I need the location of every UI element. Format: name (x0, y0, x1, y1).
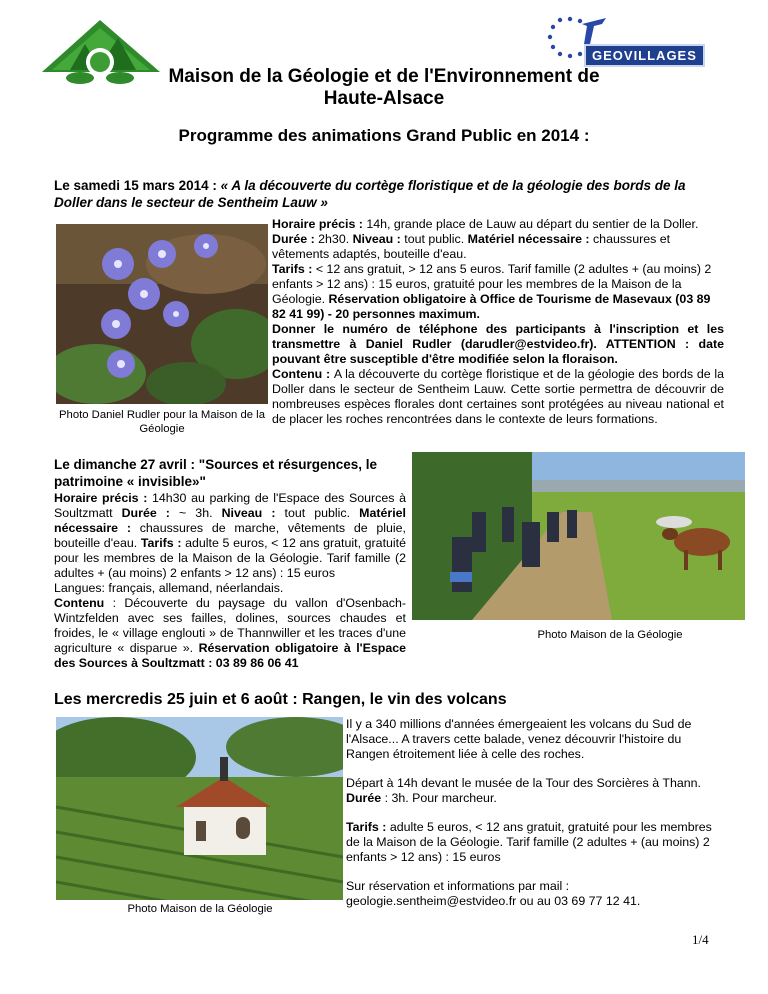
event1-niveau-label: Niveau : (352, 232, 405, 246)
event2-langues: Langues: français, allemand, néerlandais. (54, 581, 284, 595)
event1-materiel-label: Matériel nécessaire : (467, 232, 593, 246)
event2-niveau: tout public. (284, 506, 360, 520)
event3-photo-caption: Photo Maison de la Géologie (127, 903, 273, 915)
event3-duree: : 3h. Pour marcheur. (381, 791, 497, 805)
event3-reservation: Sur réservation et informations par mail : geologie.sentheim@estvideo.fr ou au 03 69 77 12 41. (346, 879, 641, 908)
event1-details (272, 217, 724, 427)
event1-heading (54, 177, 724, 211)
event1-tarifs-label: Tarifs : (272, 262, 316, 276)
event1-reservation: Réservation obligatoire à Office de Tourisme de Masevaux (03 89 82 41 99) - 20 personnes maximum. (272, 292, 711, 321)
event2-details (54, 491, 406, 671)
event2-hike-photo (412, 452, 745, 620)
hikers-cows-image (412, 452, 745, 620)
geovillages-badge: GEOVILLAGES (584, 44, 705, 67)
event3-heading: Les mercredis 25 juin et 6 août : Rangen, le vin des volcans (54, 691, 507, 708)
page-title-line1: Maison de la Géologie et de l'Environnement de (168, 66, 600, 87)
event1-horaire: 14h, grande place de Lauw au départ du sentier de la Doller. (366, 217, 699, 231)
program-subtitle: Programme des animations Grand Public en 2014 : (178, 126, 590, 145)
event3-chapel-photo (56, 717, 343, 900)
event2-reservation: Réservation obligatoire à l'Espace des Sources à Soultzmatt : 03 89 86 06 41 (54, 641, 406, 670)
rangen-chapel-image (56, 717, 343, 900)
event2-tarifs: adulte 5 euros, < 12 ans gratuit, gratuité pour les membres de la Maison de la Géologie. Tarif famille (2 adultes + (au moins) 2 enfants > 12 ans) : 15 euros (54, 536, 406, 580)
event2-photo-caption: Photo Maison de la Géologie (537, 629, 683, 641)
event3-depart: Départ à 14h devant le musée de la Tour des Sorcières à Thann. (346, 776, 701, 790)
event2-horaire: 14h30 au parking de l'Espace des Sources à Soultzmatt (54, 491, 406, 520)
event1-title: « A la découverte du cortège floristique et de la géologie des bords de la Doller dans le secteur de Sentheim Lauw » (54, 178, 686, 210)
event1-flower-photo (56, 224, 268, 404)
event2-duree-label: Durée : (121, 506, 179, 520)
event1-photo-caption: Photo Daniel Rudler pour la Maison de la Géologie (59, 409, 265, 435)
event3-intro: Il y a 340 millions d'années émergeaient les volcans du Sud de l'Alsace... A travers cette balade, venez découvrir l'histoire du Rangen étroitement liée à celle des roches. (346, 717, 692, 761)
event1-materiel: chaussures et vêtements adaptés, bouteille d'eau. (272, 232, 671, 261)
hepatica-flowers-image (56, 224, 268, 404)
page-title (100, 66, 668, 110)
event2-materiel: chaussures de marche, vêtements de pluie, bouteille d'eau. (54, 521, 406, 550)
event3-tarifs: adulte 5 euros, < 12 ans gratuit, gratuité pour les membres de la Maison de la Géologie. Tarif famille (2 adultes + (au moins) 2 enfants > 12 ans) : 15 euros (346, 820, 712, 864)
event1-horaire-label: Horaire précis : (272, 217, 367, 231)
event2-niveau-label: Niveau : (221, 506, 285, 520)
event2-contenu: : Découverte du paysage du vallon d'Osenbach-Wintzfelden avec ses failles, dolines, sources chaudes et froides, le « village englouti » de Thannwiller et les traces d'une agriculture « disparue ». (54, 596, 406, 655)
event1-duree-label: Durée : (272, 232, 319, 246)
event2-materiel-label: Matériel nécessaire : (54, 506, 406, 535)
event3-tarifs-label: Tarifs : (346, 820, 390, 834)
event3-duree-label: Durée (346, 791, 382, 805)
event1-date: Le samedi 15 mars 2014 : (54, 178, 221, 193)
event1-contenu: A la découverte du cortège floristique et de la géologie des bords de la Doller dans le secteur de Sentheim Lauw. Cette sortie permettra de découvrir de nombreuses espèces florales dont certaines sont protégées au niveau national et de placer les roches rencontrées dans le contexte de leurs formations. (272, 367, 724, 426)
event1-contenu-label: Contenu : (272, 367, 334, 381)
event1-niveau: tout public. (404, 232, 468, 246)
event1-donner-note: Donner le numéro de téléphone des participants à l'inscription et les transmettre à Daniel Rudler (darudler@estvideo.fr). ATTENTION : date pouvant être susceptible d'être modifiée selon la floraison. (272, 322, 724, 366)
event1-duree: 2h30. (318, 232, 353, 246)
event2-contenu-label: Contenu (54, 596, 113, 610)
event2-tarifs-label: Tarifs : (140, 536, 186, 550)
page-number: 1/4 (692, 932, 709, 947)
event2-duree: ~ 3h. (179, 506, 222, 520)
event2-horaire-label: Horaire précis : (54, 491, 152, 505)
event3-details (346, 717, 726, 909)
event1-tarifs: < 12 ans gratuit, > 12 ans 5 euros. Tarif famille (2 adultes + (au moins) 2 enfants > 12 ans) : 15 euros, gratuité pour les membres de la Maison de la Géologie. (272, 262, 712, 306)
page-title-line2: Haute-Alsace (323, 88, 445, 109)
event2-heading: Le dimanche 27 avril : "Sources et résurgences, le patrimoine « invisible»" (54, 457, 378, 489)
